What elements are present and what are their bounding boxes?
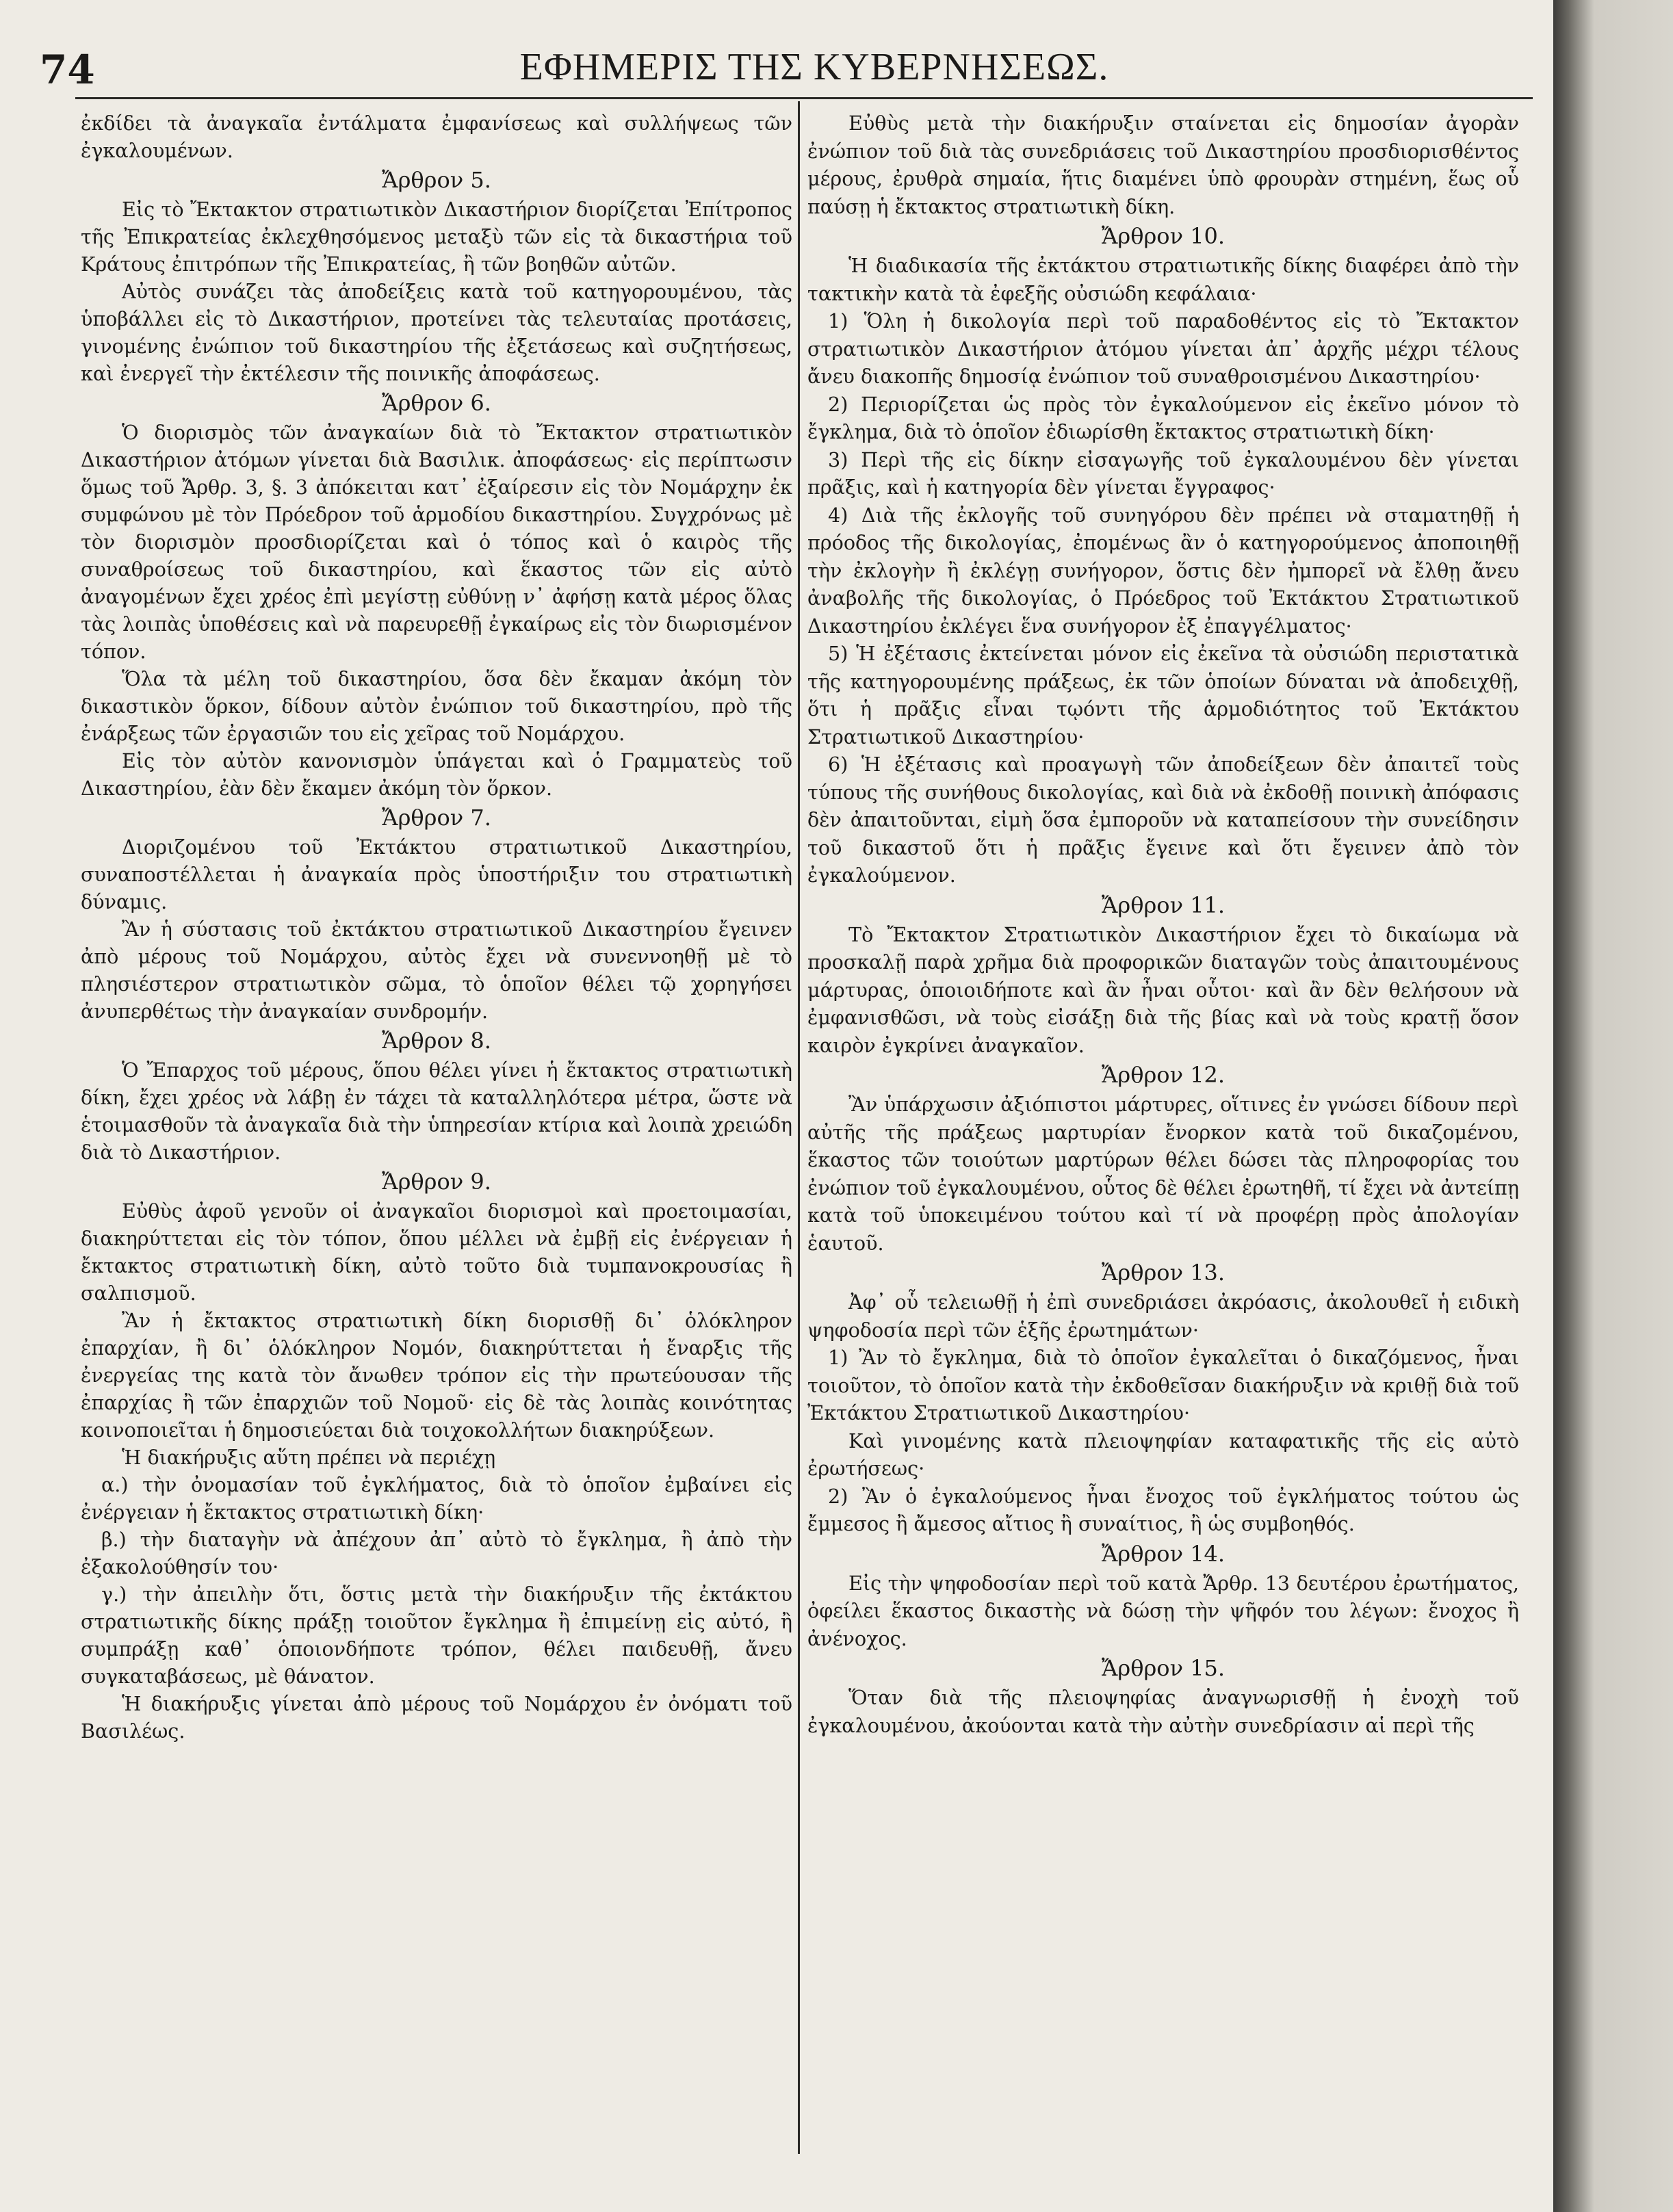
article-heading: Ἄρθρον 10. [1101,223,1225,249]
list-item: 4) Διὰ τῆς ἐκλογῆς τοῦ συνηγόρου δὲν πρέπει νὰ σταματηθῇ ἡ πρόοδος τῆς δικολογίας, ἐπομένως ἂν ὁ κατηγορούμενος ἀποποιηθῇ τὴν ἐκλογὴν ἢ ἐκλέγῃ συνήγορον, ὅστις δὲν ἠμπορεῖ νὰ ἔλθῃ ἄνευ ἀναβολῆς τῆς δικολογίας, ὁ Πρόεδρος τοῦ Ἐκτάκτου Στρατιωτικοῦ Δικαστηρίου ἐκλέγει ἕνα συνήγορον ἐξ ἐπαγγέλματος· [807,503,1519,638]
binding-edge [1553,0,1673,2212]
paragraph: Ἂν ἡ ἔκτακτος στρατιωτικὴ δίκη διορισθῇ δι᾽ ὁλόκληρον ἐπαρχίαν, ἢ δι᾽ ὁλόκληρον Νομόν, διακηρύττεται ἡ ἔναρξις τῆς ἐνεργείας της κατὰ τὸν ἄνωθεν τρόπον εἰς τὴν πρωτεύουσαν τῆς ἐπαρχίας ἢ τῶν ἐπαρχιῶν τοῦ Νομοῦ· εἰς δὲ τὰς λοιπὰς κοινότητας κοινοποιεῖται ἡ δημοσιεύεται διὰ τοιχοκολλήτων διακηρύξεων. [81,1309,792,1442]
paragraph: Ἡ διαδικασία τῆς ἐκτάκτου στρατιωτικῆς δίκης διαφέρει ἀπὸ τὴν τακτικὴν κατὰ τὰ ἐφεξῆς οὐσιώδη κεφάλαια· [807,254,1519,305]
page-number: 74 [40,47,95,93]
list-item: 1) Ὅλη ἡ δικολογία περὶ τοῦ παραδοθέντος εἰς τὸ Ἔκτακτον στρατιωτικὸν Δικαστήριον ἀτόμου γίνεται ἀπ᾽ ἀρχῆς μέχρι τέλους ἄνευ διακοπῆς δημοσίᾳ ἐνώπιον τοῦ συναθροισμένου Δικαστηρίου· [807,309,1519,388]
paragraph: Ὅταν διὰ τῆς πλειοψηφίας ἀναγνωρισθῇ ἡ ἐνοχὴ τοῦ ἐγκαλουμένου, ἀκούονται κατὰ τὴν αὐτὴν συνεδρίασιν αἱ περὶ τῆς [807,1686,1519,1737]
list-item: 2) Ἂν ὁ ἐγκαλούμενος ἦναι ἔνοχος τοῦ ἐγκλήματος τούτου ὡς ἔμμεσος ἢ ἄμεσος αἴτιος ἢ συναίτιος, ἢ ὡς συμβοηθός. [807,1484,1519,1535]
right-column [807,109,1519,1739]
article-heading: Ἄρθρον 6. [382,390,491,416]
article-heading: Ἄρθρον 8. [382,1028,491,1054]
article-heading: Ἄρθρον 7. [382,805,491,831]
paragraph: Καὶ γινομένης κατὰ πλειοψηφίαν καταφατικῆς τῆς εἰς αὐτὸ ἐρωτήσεως· [807,1429,1519,1480]
paragraph: Ὁ Ἔπαρχος τοῦ μέρους, ὅπου θέλει γίνει ἡ ἔκτακτος στρατιωτικὴ δίκη, ἔχει χρέος νὰ λάβῃ ἐν τάχει τὰ καταλληλότερα μέτρα, ὥστε νὰ ἑτοιμασθοῦν τὰ ἀναγκαῖα διὰ τὴν ὑπηρεσίαν κτίρια καὶ λοιπὰ χρειώδη διὰ τὸ Δικαστήριον. [81,1058,792,1164]
list-item: 3) Περὶ τῆς εἰς δίκην εἰσαγωγῆς τοῦ ἐγκαλουμένου δὲν γίνεται πρᾶξις, καὶ ἡ κατηγορία δὲν γίνεται ἔγγραφος· [807,447,1519,499]
article-heading: Ἄρθρον 12. [1101,1062,1225,1088]
list-item: 6) Ἡ ἐξέτασις καὶ προαγωγὴ τῶν ἀποδείξεων δὲν ἀπαιτεῖ τοὺς τύπους τῆς συνήθους δικολογίας, καὶ διὰ νὰ ἐκδοθῇ ποινικὴ ἀπόφασις δὲν ἀπαιτοῦνται, εἰμὴ ὅσα ἐμποροῦν νὰ καταπείσουν τὴν συνείδησιν τοῦ δικαστοῦ ὅτι ἡ πρᾶξις ἔγεινε καὶ ὅτι ἔγεινεν ἀπὸ τὸν ἐγκαλούμενον. [807,753,1519,887]
article-heading: Ἄρθρον 13. [1101,1260,1225,1286]
paragraph: Διοριζομένου τοῦ Ἐκτάκτου στρατιωτικοῦ Δικαστηρίου, συναποστέλλεται ἡ ἀναγκαία πρὸς ὑποστήριξιν του στρατιωτικὴ δύναμις. [81,835,792,913]
column-divider [798,101,800,2154]
journal-title: ΕΦΗΜΕΡΙΣ ΤΗΣ ΚΥΒΕΡΝΗΣΕΩΣ. [519,46,1109,88]
left-column [81,109,792,1745]
article-heading: Ἄρθρον 9. [382,1169,491,1195]
article-heading: Ἄρθρον 15. [1101,1655,1225,1681]
paragraph: Ἂν ὑπάρχωσιν ἀξιόπιστοι μάρτυρες, οἵτινες ἐν γνώσει δίδουν περὶ αὐτῆς τῆς πράξεως μαρτυρίαν ἔνορκον κατὰ τοῦ δικαζομένου, ἕκαστος τῶν τοιούτων μαρτύρων θέλει δώσει τὰς πληροφορίας του ἐνώπιον τοῦ ἐγκαλουμένου, οὗτος δὲ θέλει ἐρωτηθῆ, τί ἔχει νὰ ἀντείπῃ κατὰ τοῦ ὑποκειμένου τούτου καὶ τί νὰ προφέρῃ πρὸς ἀπολογίαν ἑαυτοῦ. [807,1093,1519,1255]
list-item: 5) Ἡ ἐξέτασις ἐκτείνεται μόνον εἰς ἐκεῖνα τὰ οὐσιώδη περιστατικὰ τῆς κατηγορουμένης πράξεως, ἐκ τῶν ὁποίων δύναται νὰ ἀποδειχθῇ, ὅτι ἡ πρᾶξις εἶναι τῳόντι τῆς ἁρμοδιότητος τοῦ Ἐκτάκτου Στρατιωτικοῦ Δικαστηρίου· [807,642,1519,749]
paragraph: Ἡ διακήρυξις αὕτη πρέπει νὰ περιέχῃ [122,1446,496,1469]
paragraph: Αὐτὸς συνάζει τὰς ἀποδείξεις κατὰ τοῦ κατηγορουμένου, τὰς ὑποβάλλει εἰς τὸ Δικαστήριον, προτείνει τὰς τελευταίας προτάσεις, γινομένης ἐνώπιον τοῦ δικαστηρίου τῆς ἐξετάσεως καὶ συζητήσεως, καὶ ἐνεργεῖ τὴν ἐκτέλεσιν τῆς ποινικῆς ἀποφάσεως. [81,280,792,385]
list-item: γ.) τὴν ἀπειλὴν ὅτι, ὅστις μετὰ τὴν διακήρυξιν τῆς ἐκτάκτου στρατιωτικῆς δίκης πράξῃ τοιοῦτον ἔγκλημα ἢ ἐπιμείνῃ εἰς αὐτό, ἢ συμπράξῃ καθ᾽ ὁποιονδήποτε τρόπον, θέλει παιδευθῇ, ἄνευ συγκαταβάσεως, μὲ θάνατον. [81,1583,792,1688]
paragraph: Τὸ Ἔκτακτον Στρατιωτικὸν Δικαστήριον ἔχει τὸ δικαίωμα νὰ προσκαλῇ παρὰ χρῆμα διὰ προφορικῶν διαταγῶν τοὺς ἀπαιτουμένους μάρτυρας, ὁποιοιδήποτε καὶ ἂν ἦναι οὗτοι· καὶ ἂν δὲν θελήσουν νὰ ἐμφανισθῶσι, νὰ τοὺς εἰσάξῃ διὰ τῆς βίας καὶ νὰ τοὺς κρατῇ ὅσον καιρὸν ἐγκρίνει ἀναγκαῖον. [807,922,1519,1057]
article-heading: Ἄρθρον 14. [1101,1540,1225,1567]
paragraph: Εἰς τὸ Ἔκτακτον στρατιωτικὸν Δικαστήριον διορίζεται Ἐπίτροπος τῆς Ἐπικρατείας ἐκλεχθησόμενος μεταξὺ τῶν εἰς τὰ δικαστήρια τοῦ Κράτους ἐπιτρόπων τῆς Ἐπικρατείας, ἢ τῶν βοηθῶν αὐτῶν. [81,198,792,276]
paragraph: Εἰς τὴν ψηφοδοσίαν περὶ τοῦ κατὰ Ἄρθρ. 13 δευτέρου ἐρωτήματος, ὀφείλει ἕκαστος δικαστὴς νὰ δώσῃ τὴν ψῆφόν του λέγων: ἔνοχος ἢ ἀνένοχος. [807,1571,1519,1650]
list-item: 1) Ἂν τὸ ἔγκλημα, διὰ τὸ ὁποῖον ἐγκαλεῖται ὁ δικαζόμενος, ἦναι τοιοῦτον, τὸ ὁποῖον κατὰ τὴν ἐκδοθεῖσαν διακήρυξιν νὰ κριθῇ διὰ τοῦ Ἐκτάκτου Στρατιωτικοῦ Δικαστηρίου· [807,1346,1519,1424]
article-heading: Ἄρθρον 11. [1101,892,1225,918]
paragraph: Ἡ διακήρυξις γίνεται ἀπὸ μέρους τοῦ Νομάρχου ἐν ὀνόματι τοῦ Βασιλέως. [81,1692,792,1743]
paragraph: Ὁ διορισμὸς τῶν ἀναγκαίων διὰ τὸ Ἔκτακτον στρατιωτικὸν Δικαστήριον ἀτόμων γίνεται διὰ Βασιλικ. ἀποφάσεως· εἰς περίπτωσιν ὅμως τοῦ Ἄρθρ. 3, §. 3 ἀπόκειται κατ᾽ ἐξαίρεσιν εἰς τὸν Νομάρχην ἐκ συμφώνου μὲ τὸν Πρόεδρον τοῦ ἁρμοδίου δικαστηρίου. Συγχρόνως μὲ τὸν διορισμὸν προσδιορίζεται καὶ ὁ τόπος καὶ ὁ καιρὸς τῆς συναθροίσεως τοῦ δικαστηρίου, καὶ ἕκαστος τῶν εἰς αὐτὸ ἀναγομένων ἔχει χρέος ἐπὶ μεγίστῃ εὐθύνῃ ν᾽ ἀφήσῃ κατὰ μέρος ὅλας τὰς λοιπὰς ὑποθέσεις καὶ νὰ παρευρεθῇ ἐγκαίρως εἰς τὸν διωρισμένον τόπον. [81,421,792,663]
paragraph: Εὐθὺς μετὰ τὴν διακήρυξιν σταίνεται εἰς δημοσίαν ἀγορὰν ἐνώπιον τοῦ διὰ τὰς συνεδριάσεις τοῦ Δικαστηρίου προσδιορισθέντος μέρους, ἐρυθρὰ σημαία, ἥτις διαμένει ὑπὸ φρουρὰν στημένη, ἕως οὗ παύσῃ ἡ ἔκτακτος στρατιωτικὴ δίκη. [807,112,1519,218]
article-heading: Ἄρθρον 5. [382,167,491,193]
paragraph: Ἂν ἡ σύστασις τοῦ ἐκτάκτου στρατιωτικοῦ Δικαστηρίου ἔγεινεν ἀπὸ μέρους τοῦ Νομάρχου, αὐτὸς ἔχει νὰ συνεννοηθῇ μὲ τὸ πλησιέστερον στρατιωτικὸν σῶμα, τὸ ὁποῖον θέλει τῷ χορηγήσει ἀνυπερθέτως τὴν ἀναγκαίαν συνδρομήν. [81,918,792,1023]
paragraph: Ὅλα τὰ μέλη τοῦ δικαστηρίου, ὅσα δὲν ἔκαμαν ἀκόμη τὸν δικαστικὸν ὅρκον, δίδουν αὐτὸν ἐνώπιον τοῦ δικαστηρίου, πρὸ τῆς ἐνάρξεως τῶν ἐργασιῶν του εἰς χεῖρας τοῦ Νομάρχου. [81,667,792,745]
paragraph: ἐκδίδει τὰ ἀναγκαῖα ἐντάλματα ἐμφανίσεως καὶ συλλήψεως τῶν ἐγκαλουμένων. [81,112,792,162]
paragraph: Εὐθὺς ἀφοῦ γενοῦν οἱ ἀναγκαῖοι διορισμοὶ καὶ προετοιμασίαι, διακηρύττεται εἰς τὸν τόπον, ὅπου μέλλει νὰ ἐμβῇ εἰς ἐνέργειαν ἡ ἔκτακτος στρατιωτικὴ δίκη, αὐτὸ τοῦτο διὰ τυμπανοκρουσίας ἢ σαλπισμοῦ. [81,1199,792,1305]
list-item: β.) τὴν διαταγὴν νὰ ἀπέχουν ἀπ᾽ αὐτὸ τὸ ἔγκλημα, ἢ ἀπὸ τὴν ἐξακολούθησίν του· [81,1528,792,1578]
paragraph: Ἀφ᾽ οὗ τελειωθῇ ἡ ἐπὶ συνεδριάσει ἀκρόασις, ἀκολουθεῖ ἡ ειδικὴ ψηφοδοσία περὶ τῶν ἑξῆς ἐρωτημάτων· [807,1290,1519,1342]
list-item: α.) τὴν ὀνομασίαν τοῦ ἐγκλήματος, διὰ τὸ ὁποῖον ἐμβαίνει εἰς ἐνέργειαν ἡ ἔκτακτος στρατιωτικὴ δίκη· [81,1473,792,1524]
list-item: 2) Περιορίζεται ὡς πρὸς τὸν ἐγκαλούμενον εἰς ἐκεῖνο μόνον τὸ ἔγκλημα, διὰ τὸ ὁποῖον ἐδιωρίσθη ἔκτακτος στρατιωτικὴ δίκη· [807,392,1519,443]
header-rule [75,97,1533,99]
paragraph: Εἰς τὸν αὐτὸν κανονισμὸν ὑπάγεται καὶ ὁ Γραμματεὺς τοῦ Δικαστηρίου, ἐὰν δὲν ἔκαμεν ἀκόμη τὸν ὅρκον. [81,749,792,800]
